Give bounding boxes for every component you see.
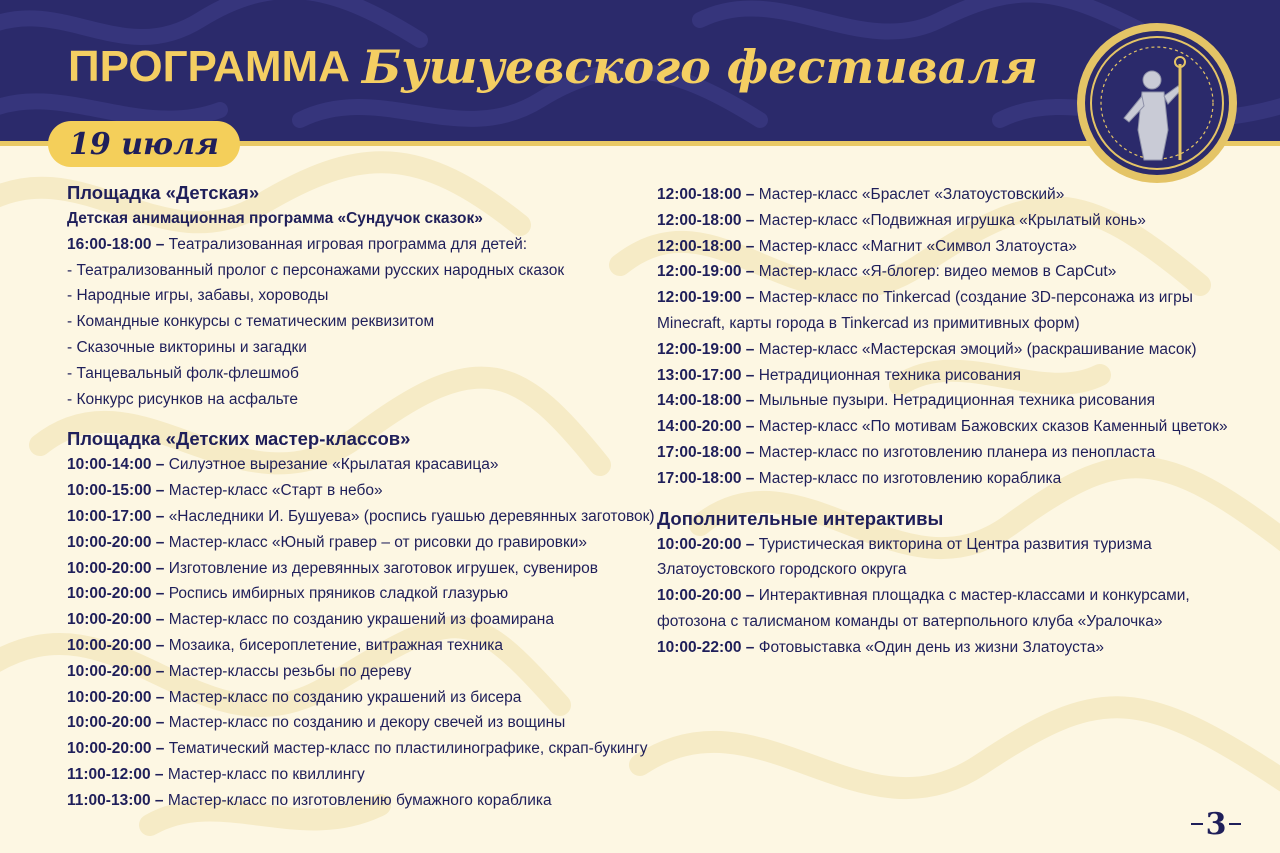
time-range: 10:00-20:00 – (67, 533, 165, 551)
schedule-row (657, 259, 1257, 285)
schedule-row (67, 478, 647, 504)
schedule-row (657, 208, 1257, 234)
time-range: 14:00-20:00 – (657, 418, 755, 436)
event-text: Мозаика, бисероплетение, витражная техника (168, 636, 504, 654)
event-text: Мастер-класс «Браслет «Златоустовский» (758, 186, 1065, 203)
time-range: 10:00-20:00 – (67, 740, 165, 758)
page-number-value: 3 (1205, 806, 1227, 842)
event-text: Мастер-класс «Старт в небо» (168, 482, 383, 500)
event-text: Мастер-классы резьбы по дереву (168, 662, 412, 680)
statue-medallion-icon (1074, 20, 1240, 186)
event-text: Мастер-класс по Tinkercad (создание 3D-персонажа из игры Minecraft, карты города в Tinkercad из примитивных форм) (657, 289, 1193, 332)
event-text: Роспись имбирных пряников сладкой глазурью (168, 585, 509, 603)
schedule-row (67, 659, 647, 685)
schedule-row (67, 581, 647, 607)
schedule-row (67, 736, 647, 762)
time-range: 10:00-15:00 – (67, 482, 165, 500)
event-text: Туристическая викторина от Центра развития туризма Златоустовского городского округа (657, 535, 1152, 579)
event-text: Мастер-класс «Юный гравер – от рисовки до гравировки» (168, 533, 588, 551)
left-column (67, 180, 655, 814)
bullet-item: - Конкурс рисунков на асфальте (67, 390, 299, 408)
time-range: 12:00-19:00 – (657, 289, 755, 307)
schedule-row (657, 388, 1257, 414)
time-range: 11:00-12:00 – (67, 765, 164, 783)
schedule-row (657, 414, 1257, 440)
event-text: Нетрадиционная техника рисования (758, 366, 1021, 384)
time-range: 10:00-20:00 – (67, 636, 165, 654)
event-text: Мастер-класс по изготовлению планера из пенопласта (758, 443, 1156, 461)
schedule-row (67, 685, 647, 711)
time-range: 16:00-18:00 – (67, 235, 165, 253)
schedule-row (657, 635, 1257, 661)
time-range: 10:00-20:00 – (657, 587, 755, 605)
event-text: Мыльные пузыри. Нетрадиционная техника рисования (758, 392, 1156, 410)
time-range: 11:00-13:00 – (67, 791, 164, 809)
schedule-row (67, 607, 647, 633)
event-text: Мастер-класс «Мастерская эмоций» (раскрашивание масок) (758, 340, 1197, 358)
time-range: 12:00-18:00 – (657, 211, 755, 229)
bullet-item: - Сказочные викторины и загадки (67, 338, 307, 356)
schedule-row (67, 710, 647, 736)
bullet-item: - Народные игры, забавы, хороводы (67, 287, 329, 305)
event-text: Мастер-класс «Я-блогер: видео мемов в CapCut» (758, 263, 1117, 281)
time-range: 12:00-19:00 – (657, 340, 755, 358)
time-range: 14:00-18:00 – (657, 392, 755, 410)
bullet-item: - Командные конкурсы с тематическим реквизитом (67, 313, 435, 331)
schedule-row (657, 466, 1257, 492)
time-range: 10:00-20:00 – (67, 611, 165, 629)
event-text: Мастер-класс по изготовлению бумажного кораблика (167, 791, 552, 809)
event-text: Мастер-класс по созданию и декору свечей из вощины (168, 714, 566, 732)
schedule-row (67, 530, 647, 556)
schedule-row (657, 532, 1257, 584)
event-text: Мастер-класс «По мотивам Бажовских сказов Каменный цветок» (758, 418, 1228, 436)
schedule-row (657, 583, 1257, 635)
schedule-row (67, 788, 647, 814)
event-text: Мастер-класс по квиллингу (167, 765, 365, 783)
section-subtitle: Детская анимационная программа «Сундучок сказок» (67, 210, 483, 227)
event-text: Театрализованная игровая программа для детей: (164, 235, 528, 253)
schedule-row (67, 762, 647, 788)
schedule-row (67, 232, 647, 258)
time-range: 10:00-14:00 – (67, 456, 165, 474)
time-range: 13:00-17:00 – (657, 366, 755, 384)
time-range: 10:00-17:00 – (67, 507, 165, 525)
event-text: Мастер-класс «Магнит «Символ Златоуста» (758, 237, 1077, 255)
section-title-masterclasses: Площадка «Детских мастер-классов» (67, 428, 411, 450)
event-text: Мастер-класс «Подвижная игрушка «Крылатый конь» (758, 211, 1146, 229)
event-text: Мастер-класс по созданию украшений из фоамирана (168, 611, 554, 629)
right-column (657, 182, 1257, 661)
time-range: 10:00-20:00 – (657, 535, 755, 553)
event-text: Тематический мастер-класс по пластилинографике, скрап-букингу (168, 740, 648, 758)
schedule-row (67, 633, 647, 659)
section-title-interactives: Дополнительные интерактивы (657, 507, 944, 529)
schedule-row (657, 363, 1257, 389)
time-range: 12:00-19:00 – (657, 263, 755, 281)
time-range: 12:00-18:00 – (657, 186, 755, 203)
schedule-row (67, 556, 647, 582)
time-range: 10:00-20:00 – (67, 688, 165, 706)
event-text: Мастер-класс по созданию украшений из бисера (168, 688, 522, 706)
schedule-row (67, 504, 655, 530)
title-script: Бушуевского фестиваля (361, 40, 1038, 94)
page-title (68, 40, 1038, 94)
time-range: 10:00-20:00 – (67, 714, 165, 732)
time-range: 10:00-20:00 – (67, 585, 165, 603)
event-text: Изготовление из деревянных заготовок игрушек, сувениров (168, 559, 598, 577)
bullet-item: - Танцевальный фолк-флешмоб (67, 364, 299, 382)
time-range: 17:00-18:00 – (657, 443, 755, 461)
time-range: 12:00-18:00 – (657, 237, 755, 255)
event-text: Мастер-класс по изготовлению кораблика (758, 469, 1062, 487)
schedule-row (657, 337, 1257, 363)
date-badge: 19 июля (48, 121, 240, 167)
page-number (1188, 804, 1244, 844)
time-range: 10:00-22:00 – (657, 638, 755, 656)
time-range: 10:00-20:00 – (67, 662, 165, 680)
title-word: ПРОГРАММА (68, 42, 350, 91)
event-text: Интерактивная площадка с мастер-классами и конкурсами, фотозона с талисманом команды от ватерпольного клуба «Уралочка» (657, 587, 1190, 630)
event-text: Силуэтное вырезание «Крылатая красавица» (168, 456, 499, 474)
event-text: «Наследники И. Бушуева» (роспись гуашью деревянных заготовок) (168, 507, 655, 525)
schedule-row (657, 285, 1257, 337)
time-range: 10:00-20:00 – (67, 559, 165, 577)
schedule-row (657, 440, 1257, 466)
schedule-row (657, 234, 1257, 260)
schedule-row (67, 452, 647, 478)
bullet-item: - Театрализованный пролог с персонажами русских народных сказок (67, 261, 565, 279)
section-title-kids: Площадка «Детская» (67, 182, 260, 203)
time-range: 17:00-18:00 – (657, 469, 755, 487)
event-text: Фотовыставка «Один день из жизни Златоуста» (758, 638, 1105, 656)
